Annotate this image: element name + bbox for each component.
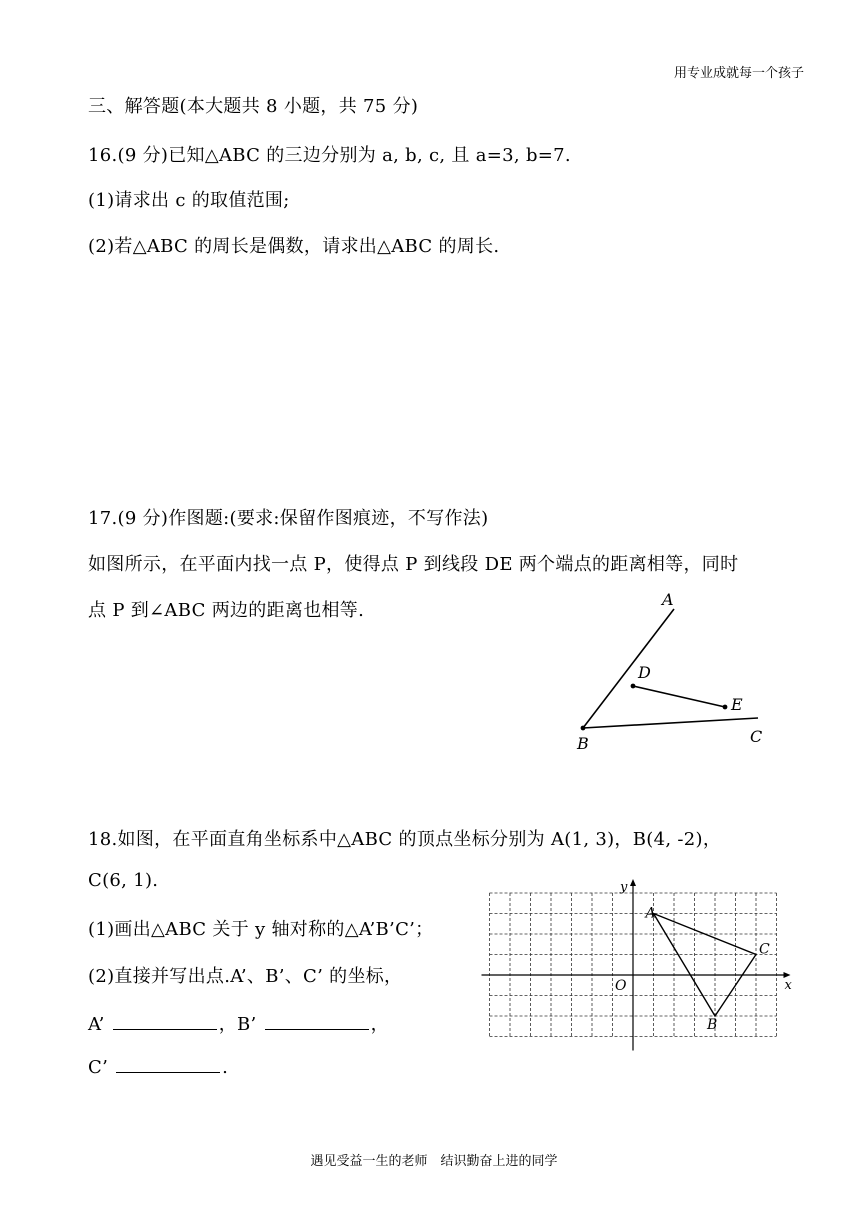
- footer-text: 遇见受益一生的老师 结识勤奋上进的同学: [310, 1154, 558, 1169]
- answer-period: .: [222, 1057, 229, 1078]
- answer-line-c: [88, 1054, 228, 1078]
- q16-part1: (1)请求出 c 的取值范围;: [88, 190, 290, 211]
- q18-part2: (2)直接并写出点.A’、B’、C’ 的坐标，: [88, 966, 403, 987]
- q17-line2: 点 P 到∠ABC 两边的距离也相等.: [88, 600, 365, 621]
- label-a: A: [662, 590, 674, 609]
- q18-stem1: 18.如图，在平面直角坐标系中△ABC 的顶点坐标分别为 A(1, 3)，B(4, -2)，: [88, 829, 722, 850]
- label-b-prime: ，B’: [218, 1014, 257, 1035]
- answer-comma: ，: [370, 1014, 389, 1035]
- y-axis-label: y: [620, 880, 628, 895]
- vertex-c-label: C: [759, 941, 770, 958]
- ray-ba: [583, 609, 674, 728]
- label-c-prime: C’: [88, 1057, 109, 1078]
- vertex-b-label: B: [707, 1017, 718, 1033]
- point-e: [723, 705, 728, 710]
- q18-part1: (1)画出△ABC 关于 y 轴对称的△A’B’C’；: [88, 919, 434, 940]
- blank-a-prime[interactable]: [113, 1011, 217, 1030]
- blank-b-prime[interactable]: [265, 1011, 369, 1030]
- answer-line-ab: [88, 1010, 389, 1036]
- label-a-prime: A’: [88, 1014, 105, 1035]
- segment-de: [633, 686, 725, 707]
- x-axis-label: x: [784, 978, 792, 993]
- q16-part2: (2)若△ABC 的周长是偶数，请求出△ABC 的周长.: [88, 236, 500, 257]
- q18-stem2: C(6, 1).: [88, 870, 159, 891]
- y-axis-arrow: [630, 879, 636, 886]
- q16-stem: 16.(9 分)已知△ABC 的三边分别为 a, b, c, 且 a=3, b=7.: [88, 145, 571, 166]
- triangle-abc: [654, 914, 757, 1017]
- point-b: [581, 726, 586, 731]
- q18-grid-figure: [490, 878, 790, 1058]
- q17-angle-figure: [570, 585, 770, 755]
- point-d: [631, 684, 636, 689]
- label-b: B: [577, 734, 589, 753]
- label-d: D: [638, 663, 651, 682]
- q17-stem: 17.(9 分)作图题:(要求:保留作图痕迹，不写作法): [88, 508, 489, 529]
- header-slogan: 用专业成就每一个孩子: [673, 66, 804, 81]
- section-title: 三、解答题(本大题共 8 小题，共 75 分): [88, 96, 419, 117]
- label-c: C: [750, 727, 763, 746]
- origin-label: O: [615, 978, 627, 994]
- q17-line1: 如图所示，在平面内找一点 P，使得点 P 到线段 DE 两个端点的距离相等，同时: [88, 554, 739, 575]
- label-e: E: [731, 695, 743, 714]
- vertex-a-label: A: [645, 905, 656, 922]
- ray-bc: [583, 718, 758, 728]
- blank-c-prime[interactable]: [116, 1054, 220, 1073]
